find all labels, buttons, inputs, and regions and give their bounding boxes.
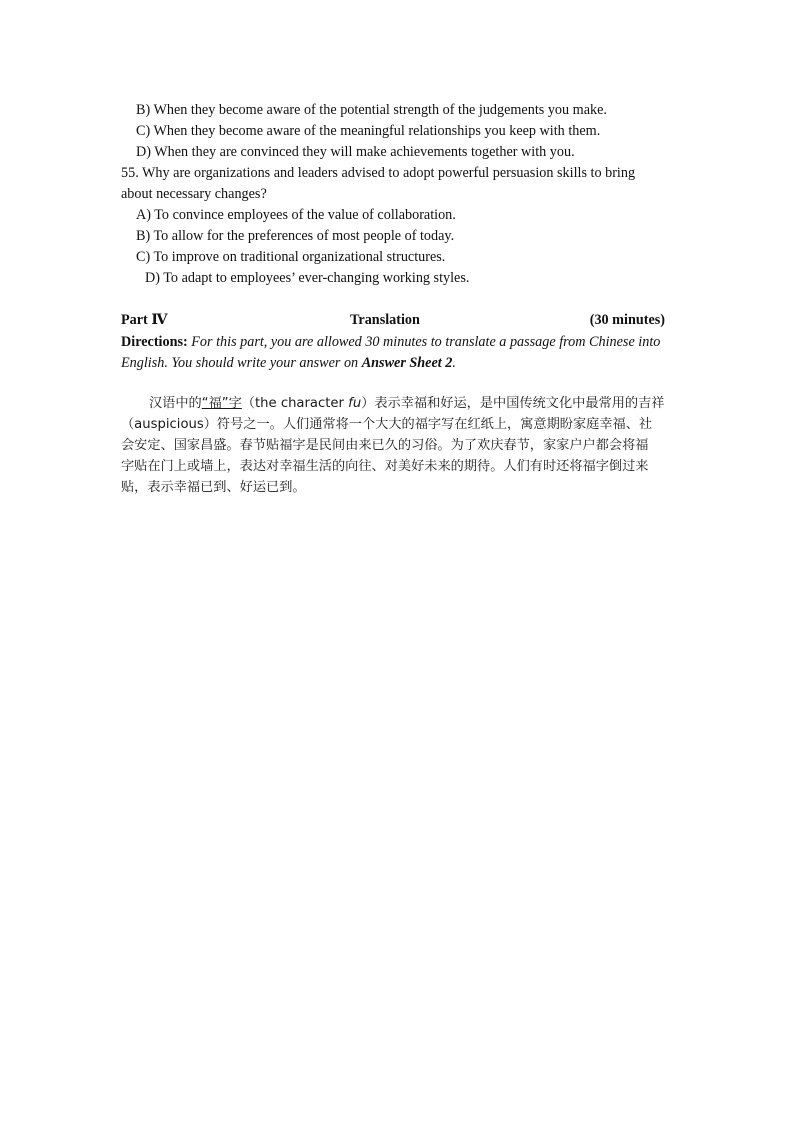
passage-line-1 (121, 393, 681, 414)
q55-option-d: D) To adapt to employees’ ever-changing working styles. (145, 270, 470, 286)
part-heading (121, 311, 665, 329)
q54-option-d: D) When they are convinced they will make achievements together with you. (136, 144, 575, 160)
translation-passage (121, 393, 681, 498)
part-time: (30 minutes) (589, 312, 665, 328)
q55-stem-line2: about necessary changes? (121, 186, 267, 202)
q54-option-b: B) When they become aware of the potential strength of the judgements you make. (136, 102, 607, 118)
part-title: Translation (350, 312, 420, 328)
q55-stem-line1: 55. Why are organizations and leaders advised to adopt powerful persuasion skills to bring (121, 165, 636, 181)
answer-sheet-ref: Answer Sheet 2 (361, 355, 453, 371)
passage-text: （the character (241, 396, 349, 411)
q55-option-c: C) To improve on traditional organizational structures. (136, 249, 446, 265)
passage-line-4: 字贴在门上或墙上，表达对幸福生活的向往、对美好未来的期待。人们有时还将福字倒过来 (121, 459, 649, 474)
fu-character-quote: “福”字 (201, 396, 242, 411)
directions-text (121, 334, 660, 371)
passage-text: 汉语中的 (149, 396, 202, 411)
passage-line-3: 会安定、国家昌盛。春节贴福字是民间由来已久的习俗。为了欢庆春节，家家户户都会将福 (121, 438, 649, 453)
q55-option-a: A) To convince employees of the value of collaboration. (136, 207, 456, 223)
directions-label: Directions: (121, 334, 188, 350)
fu-italic: fu (348, 396, 362, 411)
q54-option-c: C) When they become aware of the meaningful relationships you keep with them. (136, 123, 601, 139)
directions-end: . (452, 355, 456, 371)
q55-option-b: B) To allow for the preferences of most people of today. (136, 228, 455, 244)
passage-line-2: （auspicious）符号之一。人们通常将一个大大的福字写在红纸上，寓意期盼家庭幸福、社 (121, 417, 653, 432)
directions (121, 332, 669, 374)
part-label: Part Ⅳ (121, 312, 168, 328)
passage-line-5: 贴，表示幸福已到、好运已到。 (121, 480, 306, 495)
directions-body: For this part, you are allowed 30 minutes to translate a passage from Chinese into English. You should write your answer on (121, 334, 661, 371)
passage-text: ）表示幸福和好运，是中国传统文化中最常用的吉祥 (361, 396, 665, 411)
